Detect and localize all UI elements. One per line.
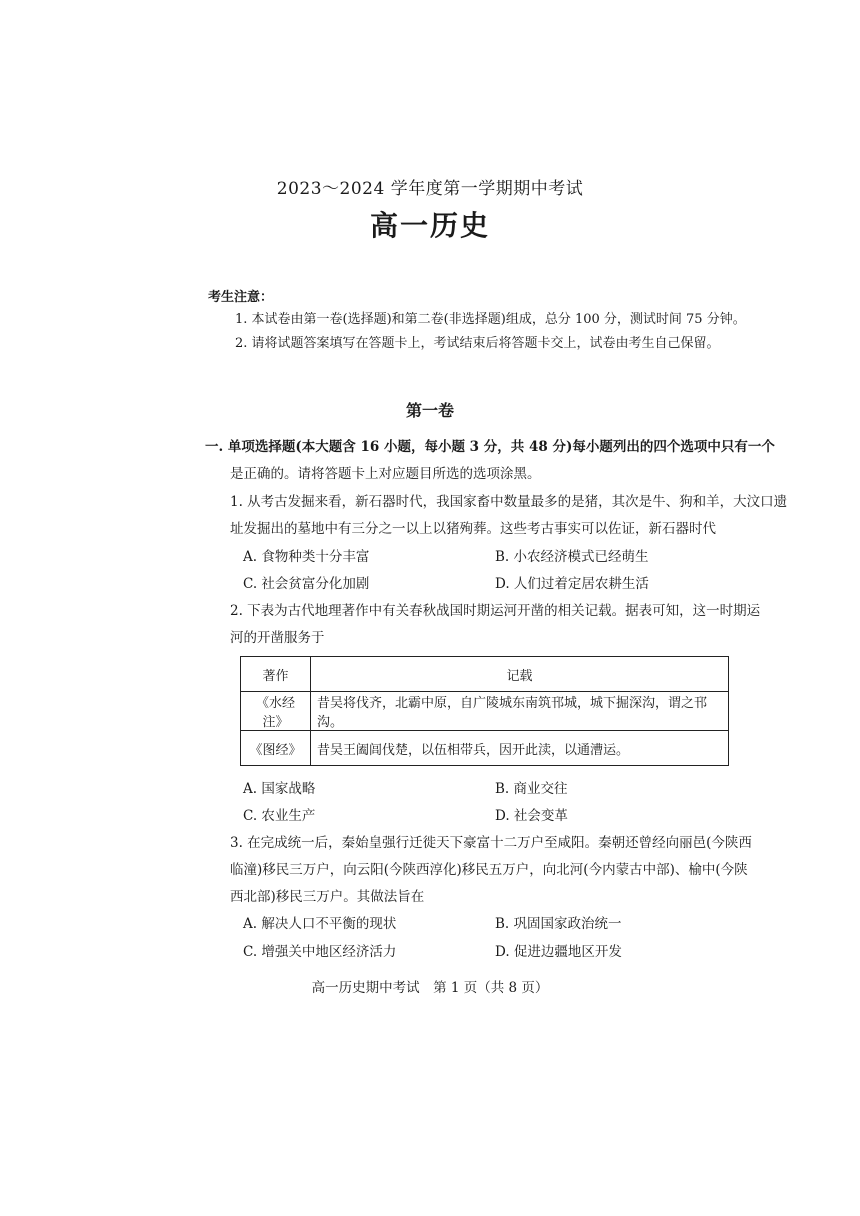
question-3-option-d: D. 促进边疆地区开发 [495, 944, 622, 960]
page-footer: 高一历史期中考试 第 1 页（共 8 页） [311, 980, 549, 996]
section-title: 第一卷 [405, 401, 454, 420]
question-1-option-b: B. 小农经济模式已经萌生 [495, 549, 649, 565]
question-3-stem: 3. 在完成统一后，秦始皇强行迁徙天下豪富十二万户至咸阳。秦朝还曾经向丽邑(今陕西 [230, 835, 752, 851]
notice-item: 1. 本试卷由第一卷(选择题)和第二卷(非选择题)组成，总分 100 分，测试时间 75 分钟。 [235, 312, 746, 327]
table-header-cell: 著作 [241, 657, 311, 692]
table-header-cell: 记载 [311, 657, 729, 692]
table-header-row [241, 657, 729, 692]
question-3-stem: 西北部)移民三万户。其做法旨在 [230, 889, 425, 905]
table-cell: 昔吴王阖闾伐楚，以伍相带兵，因开此渎，以通漕运。 [311, 731, 729, 766]
part-heading-cont: 是正确的。请将答题卡上对应题目所选的选项涂黑。 [230, 466, 541, 482]
question-2-option-a: A. 国家战略 [243, 781, 316, 797]
question-2-stem: 河的开凿服务于 [230, 630, 325, 646]
records-table [240, 656, 729, 766]
question-2-option-d: D. 社会变革 [495, 808, 568, 824]
question-1-stem: 址发掘出的墓地中有三分之一以上以猪殉葬。这些考古事实可以佐证，新石器时代 [230, 521, 716, 537]
question-1-option-c: C. 社会贫富分化加剧 [243, 576, 370, 592]
notice-heading: 考生注意： [208, 290, 274, 305]
notice-item: 2. 请将试题答案填写在答题卡上，考试结束后将答题卡交上，试卷由考生自己保留。 [235, 336, 720, 351]
subject-title: 高一历史 [369, 209, 490, 242]
exam-title: 2023～2024 学年度第一学期期中考试 [276, 179, 584, 199]
table-row [241, 692, 729, 731]
question-3-option-a: A. 解决人口不平衡的现状 [243, 916, 397, 932]
table-cell: 《水经注》 [241, 692, 311, 731]
table-cell: 《图经》 [241, 731, 311, 766]
question-2-option-b: B. 商业交往 [495, 781, 568, 797]
question-3-stem: 临潼)移民三万户，向云阳(今陕西淳化)移民五万户，向北河(今内蒙古中部)、榆中(今陕 [230, 862, 748, 878]
question-1-option-d: D. 人们过着定居农耕生活 [495, 576, 649, 592]
question-2-option-c: C. 农业生产 [243, 808, 316, 824]
question-1-option-a: A. 食物种类十分丰富 [243, 549, 370, 565]
table-row [241, 731, 729, 766]
question-3-option-c: C. 增强关中地区经济活力 [243, 944, 397, 960]
table-cell: 昔吴将伐齐，北霸中原，自广陵城东南筑邗城，城下掘深沟，谓之邗沟。 [311, 692, 729, 731]
part-heading: 一. 单项选择题(本大题含 16 小题，每小题 3 分，共 48 分)每小题列出的四个选项中只有一个 [205, 439, 775, 455]
question-3-option-b: B. 巩固国家政治统一 [495, 916, 622, 932]
question-2-stem: 2. 下表为古代地理著作中有关春秋战国时期运河开凿的相关记载。据表可知，这一时期运 [230, 603, 761, 619]
question-1-stem: 1. 从考古发掘来看，新石器时代，我国家畜中数量最多的是猪，其次是牛、狗和羊，大汶口遗 [230, 494, 788, 510]
